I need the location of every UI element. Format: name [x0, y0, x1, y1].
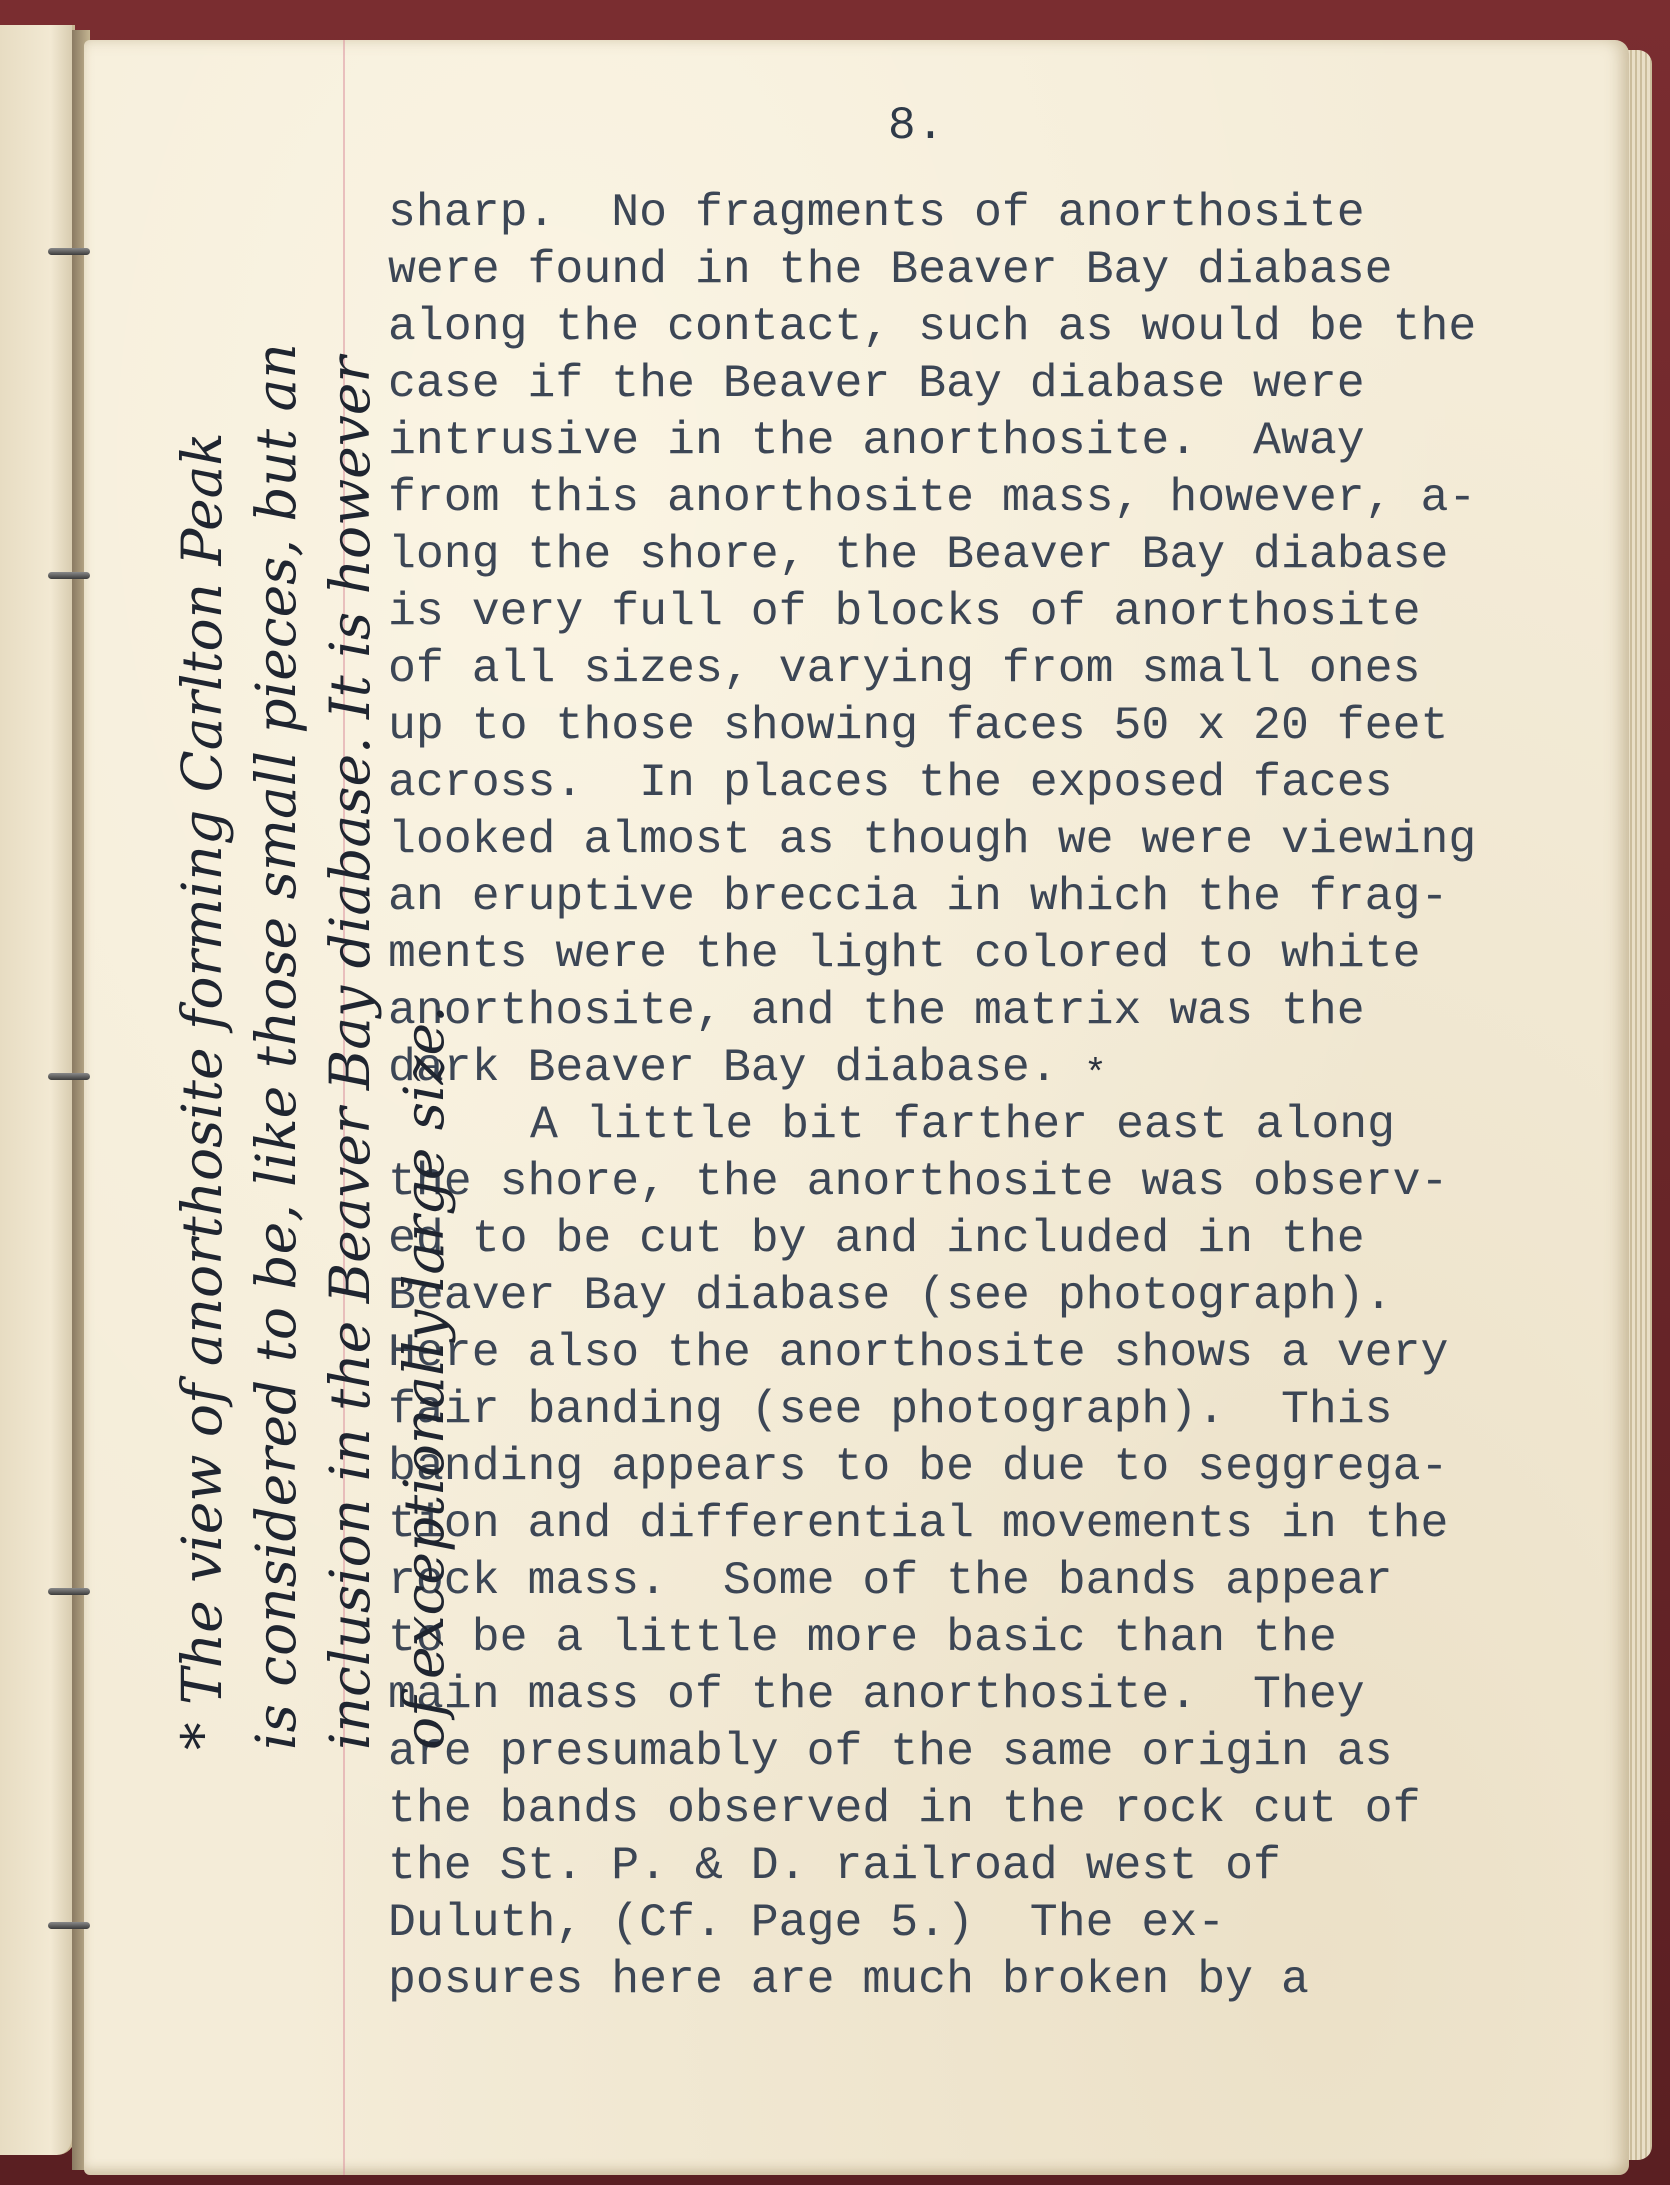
handwritten-line: of exceptionally large size. [392, 1005, 456, 1750]
handwritten-line: * The view of anorthosite forming Carlton Peak [170, 432, 234, 1750]
text-line: fair banding (see photograph). This [388, 1383, 1393, 1436]
text-line: is very full of blocks of anorthosite [388, 585, 1421, 638]
text-line: banding appears to be due to seggrega- [388, 1440, 1449, 1493]
text-line: are presumably of the same origin as [388, 1725, 1393, 1778]
binding-ring [48, 572, 90, 579]
text-line: sharp. No fragments of anorthosite [388, 186, 1365, 239]
text-line: Here also the anorthosite shows a very [388, 1326, 1449, 1379]
text-line: along the contact, such as would be the [388, 300, 1477, 353]
text-line: ed to be cut by and included in the [388, 1212, 1365, 1265]
text-line: A little bit farther east along [530, 1098, 1396, 1151]
text-line: the bands observed in the rock cut of [388, 1782, 1421, 1835]
handwritten-margin-note [165, 50, 461, 1750]
text-line: dark Beaver Bay diabase. [388, 1041, 1058, 1094]
text-line: were found in the Beaver Bay diabase [388, 243, 1393, 296]
text-line: case if the Beaver Bay diabase were [388, 357, 1365, 410]
text-line: up to those showing faces 50 x 20 feet [388, 699, 1449, 752]
binding-ring [48, 1073, 90, 1080]
text-line: main mass of the anorthosite. They [388, 1668, 1365, 1721]
text-line: to be a little more basic than the [388, 1611, 1337, 1664]
text-line: the St. P. & D. railroad west of [388, 1839, 1281, 1892]
binding-ring [48, 1922, 90, 1929]
previous-page-edge [0, 25, 75, 2155]
text-line: Duluth, (Cf. Page 5.) The ex- [388, 1896, 1226, 1949]
text-line: posures here are much broken by a [388, 1953, 1309, 2006]
text-line: rock mass. Some of the bands appear [388, 1554, 1393, 1607]
page-number: 8. [888, 100, 946, 152]
handwritten-line: inclusion in the Beaver Bay diabase. It is however [318, 356, 382, 1750]
typed-body-text [388, 184, 1598, 2008]
text-line: across. In places the exposed faces [388, 756, 1393, 809]
text-line: from this anorthosite mass, however, a- [388, 471, 1477, 524]
text-line: long the shore, the Beaver Bay diabase [388, 528, 1449, 581]
text-line: of all sizes, varying from small ones [388, 642, 1421, 695]
text-line: looked almost as though we were viewing [388, 813, 1477, 866]
text-line: Beaver Bay diabase (see photograph). [388, 1269, 1393, 1322]
text-line: intrusive in the anorthosite. Away [388, 414, 1365, 467]
text-line: anorthosite, and the matrix was the [388, 984, 1365, 1037]
text-line: ments were the light colored to white [388, 927, 1421, 980]
binding-ring [48, 248, 90, 255]
footnote-marker: * [1088, 1050, 1103, 1092]
binding-ring [48, 1588, 90, 1595]
text-line: tion and differential movements in the [388, 1497, 1449, 1550]
handwritten-line: is considered to be, like those small pieces, but an [244, 343, 308, 1750]
text-line: the shore, the anorthosite was observ- [388, 1155, 1449, 1208]
text-line: an eruptive breccia in which the frag- [388, 870, 1449, 923]
